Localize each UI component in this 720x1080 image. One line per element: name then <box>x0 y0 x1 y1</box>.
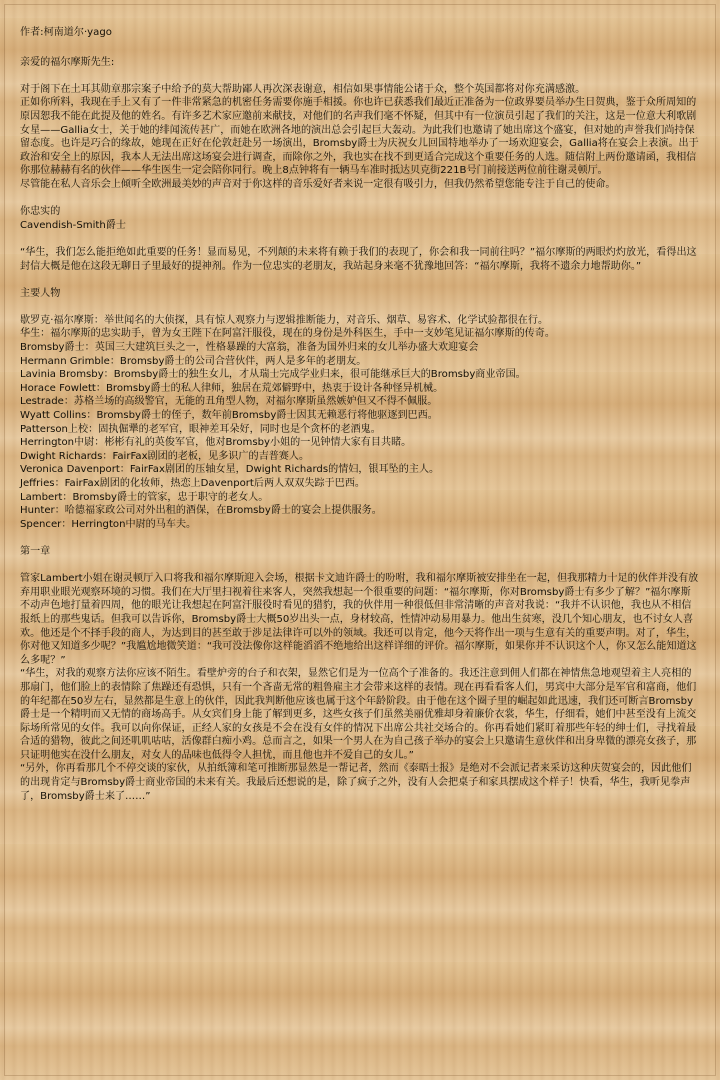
chapter-paragraph-2: “华生，对我的观察方法你应该不陌生。看壁炉旁的台子和衣架，显然它们是为一位高个子准备的。我还注意到佣人们都在神情焦急地观望着主人亮相的那扇门，他们脸上的表情除了焦躁还有恐惧，只有一个吝啬无常的粗鲁雇主才会带来这样的表情。现在再看看客人们，男宾中大部分是军官和富商，他们的年纪都在50岁左右，显然都是生意上的伙伴，因此我判断他应该也属于这个年龄阶段。由于他在这个圈子里的崛起如此迅速，我们还可断言Bromsby爵士是一个精明而又无情的商场高手。从女宾们身上能了解到更多，这些女孩子们虽然美丽优雅却身着廉价衣裳，华生，仔细看，她们中甚至没有上流交际场所常见的女伴。我可以向你保证，正经人家的女孩是不会在没有女伴的情况下出席公共社交场合的。你再看她们紧盯着那些年轻的绅士们，寻找着最合适的猎物，彼此之间还叽叽咕咕，活像群白痴小鸡。总而言之，如果一个男人在为自己孩子举办的宴会上只邀请生意伙伴和出身卑微的漂亮女孩子，那只证明他实在没什么朋友，对女人的品味也低得令人担忧，而且他也并不爱自己的女儿。” <box>20 668 697 761</box>
letter-salutation: 亲爱的福尔摩斯先生: <box>20 56 115 68</box>
character-item: Jeffries：FairFax剧团的化妆师，热恋上Davenport后两人双双失踪于巴西。 <box>20 478 365 489</box>
dialogue-paragraph: “华生，我们怎么能拒绝如此重要的任务！显而易见，不列颠的未来将有赖于我们的表现了，你会和我一同前往吗？”福尔摩斯的两眼灼灼放光，看得出这封信大概是他在这段无聊日子里最好的提神剂。作为一位忠实的老朋友，我站起身来毫不犹豫地回答：“福尔摩斯，我将不遗余力地帮助你。” <box>20 246 697 272</box>
letter-paragraph-3: 尽管能在私人音乐会上倾听全欧洲最美妙的声音对于你这样的音乐爱好者来说一定很有吸引力，但我仍然希望您能专注于自己的使命。 <box>20 178 616 190</box>
character-item: 华生：福尔摩斯的忠实助手，曾为女王陛下在阿富汗服役，现在的身份是外科医生，手中一支妙笔见证福尔摩斯的传奇。 <box>20 328 555 340</box>
author-line: 作者:柯南道尔·yago <box>20 27 112 38</box>
letter-signature: Cavendish-Smith爵士 <box>20 219 126 231</box>
character-item: 歇罗克·福尔摩斯：举世闻名的大侦探，具有惊人观察力与逻辑推断能力，对音乐、烟草、易容术、化学试验都很在行。 <box>20 314 549 326</box>
letter-paragraph-2: 正如你所料，我现在手上又有了一件非常紧急的机密任务需要你施手相援。你也许已获悉我们最近正准备为一位政界要员举办生日贺典，鉴于众所周知的原因恕我不能在此提及他的姓名。有许多艺术家应邀前来献技，对他们的名声我们毫不怀疑，但其中有一位演员引起了我们的关注，这是一位意大利歌剧女星——Gallia女士，关于她的绯闻流传甚广，而她在欧洲各地的演出总会引起巨大轰动。为此我们也邀请了她出席这个盛宴，但对她的声誉我们尚持保留态度。也许是巧合的缘故，她现在正好在伦敦赶赴另一场演出，Bromsby爵士为庆祝女儿回国特地举办了一场欢迎宴会，Gallia将在宴会上表演。出于政治和安全上的原因，我本人无法出席这场宴会进行调查，而除你之外，我也实在找不到更适合完成这个重要任务的人选。随信附上两份邀请函，我相信你那位赫赫有名的伙伴——华生医生一定会陪你同行。晚上8点钟将有一辆马车准时抵达贝克街221B号门前接送两位前往谢灵顿厅。 <box>20 97 699 177</box>
character-item: Patterson上校：固执倔犟的老军官，眼神差耳朵好，同时也是个贪杯的老酒鬼。 <box>20 423 381 435</box>
character-item: Wyatt Collins：Bromsby爵士的侄子，数年前Bromsby爵士因其无赖恶行将他驱逐到巴西。 <box>20 410 438 422</box>
character-item: Bromsby爵士：英国三大建筑巨头之一，性格暴躁的大富翁，准备为国外归来的女儿举办盛大欢迎宴会 <box>20 342 479 354</box>
character-item: Lavinia Bromsby：Bromsby爵士的独生女儿，才从瑞士完成学业归来，很可能继承巨大的Bromsby商业帝国。 <box>20 369 526 381</box>
character-item: Lestrade：苏格兰场的高级警官，无能的丑角型人物，对福尔摩斯虽然嫉妒但又不得不佩服。 <box>20 396 438 408</box>
chapter-paragraph-1: 管家Lambert小姐在谢灵顿厅入口将我和福尔摩斯迎入会场，根据卡文迪许爵士的吩咐，我和福尔摩斯被安排坐在一起，但我那精力十足的伙伴并没有放弃用职业眼光观察环境的习惯。我们在大厅里扫视着往来客人，突然我想起一个很重要的问题：“福尔摩斯，你对Bromsby爵士有多少了解？”福尔摩斯不动声色地打量着四周，他的眼光让我想起在阿富汗服役时看见的猎豹，我的伙伴用一种很低但非常清晰的声音对我说：“我并不认识他，我也从不相信报纸上的那些鬼话。但我可以告诉你，Bromsby爵士大概50岁出头一点，身材较高，性情冲动易用暴力。他出生贫寒，没几个知心朋友，也不讨女人喜欢。他还是个不择手段的商人，为达到目的甚至敢于涉足法律许可以外的领域。我还可以肯定，他今天将作出一项与生意有关的重要声明。对了，华生，你对他又知道多少呢？”我尴尬地微笑道：“我可没法像你这样能滔滔不绝地给出这样详细的评价。福尔摩斯，如果你并不认识这个人，你又怎么能知道这么多呢？” <box>20 573 699 666</box>
character-item: Lambert：Bromsby爵士的管家，忠于职守的老女人。 <box>20 491 269 503</box>
chapter-paragraph-3: “另外，你再看那几个不停交谈的家伙，从拍纸簿和笔可推断那显然是一帮记者，然而《泰晤士报》是绝对不会派记者来采访这种庆贺宴会的，因此他们的出现肯定与Bromsby爵士商业帝国的未来有关。我最后还想说的是，除了疯子之外，没有人会把桌子和家具摆成这个样子！快看，华生，我听见拳声了，Bromsby爵士来了……” <box>20 763 692 802</box>
characters-heading: 主要人物 <box>20 287 61 299</box>
chapter-heading: 第一章 <box>20 545 51 557</box>
character-item: Dwight Richards：FairFax剧团的老板，见多识广的吉普赛人。 <box>20 450 310 462</box>
character-item: Horace Fowlett：Bromsby爵士的私人律师，独居在荒郊僻野中，热衷于设计各种怪异机械。 <box>20 382 444 394</box>
character-item: Hermann Grimble：Bromsby爵士的公司合营伙伴，两人是多年的老朋友。 <box>20 355 367 367</box>
characters-list <box>20 314 700 532</box>
letter-closing: 你忠实的 <box>20 206 61 218</box>
character-item: Spencer：Herrington中尉的马车夫。 <box>20 518 197 530</box>
character-item: Hunter：哈德福家政公司对外出租的酒保，在Bromsby爵士的宴会上提供服务。 <box>20 505 382 517</box>
character-item: Veronica Davenport：FairFax剧团的压轴女星，Dwight Richards的情妇，银耳坠的主人。 <box>20 464 440 476</box>
character-item: Herrington中尉：彬彬有礼的英俊军官，他对Bromsby小姐的一见钟情大家有目共睹。 <box>20 437 412 449</box>
letter-paragraph-1: 对于阁下在土耳其勋章那宗案子中给予的莫大帮助鄙人再次深表谢意，相信如果事情能公诸于众，整个英国都将对你充满感激。 <box>20 83 586 95</box>
